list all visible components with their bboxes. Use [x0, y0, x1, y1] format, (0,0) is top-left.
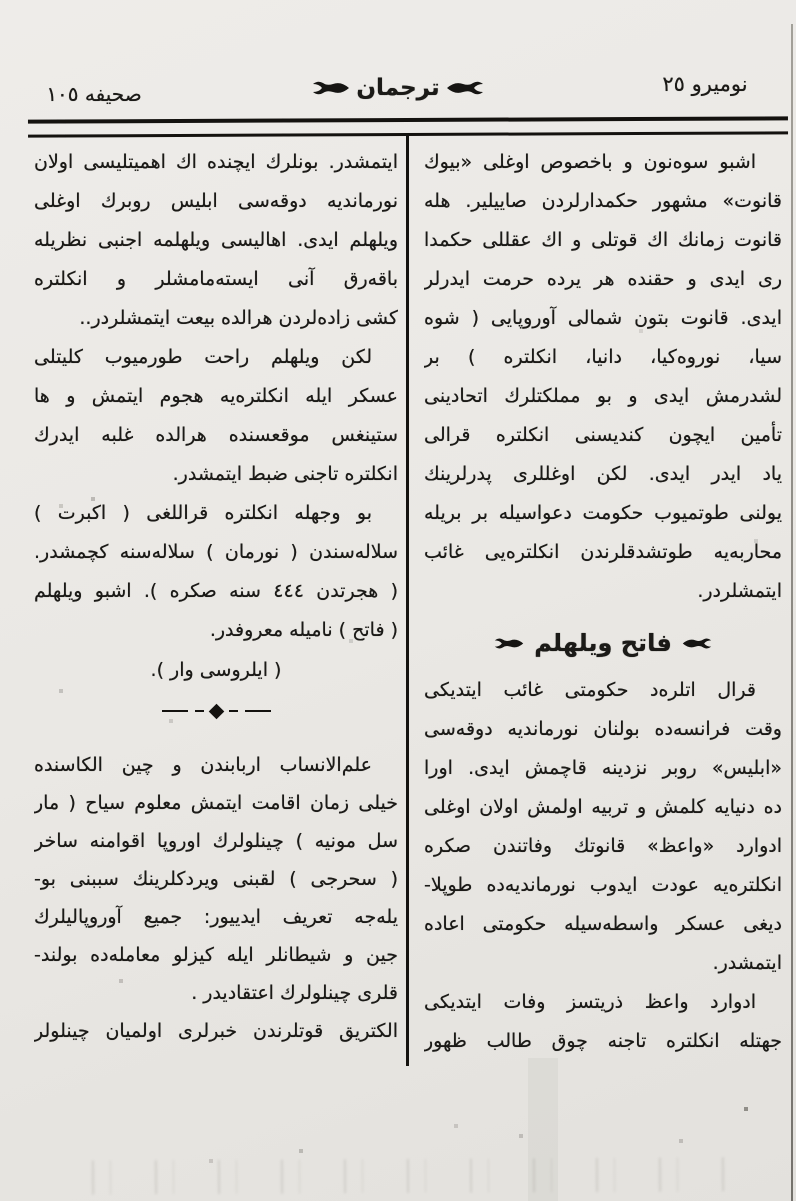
continued-note: ( ايلروسى وار ). [150, 659, 282, 681]
text-line: تأمين ايچون كنديسنى انكلتره قرالى [424, 424, 782, 446]
divider-dash-icon [245, 710, 271, 712]
text-line: انكلتره تاجنى ضبط ايتمشدر. [172, 463, 398, 485]
text-line: انكلتره‌يه عودت ايدوب نورمانديه‌ده طوپلا- [424, 874, 782, 896]
text-line: باقه‌رق آنى ايسته‌مامشلر و انكلتره [34, 268, 398, 290]
text-line: ايدى. قانوت بتون شمالى آوروپايى ( شوه [424, 307, 782, 329]
masthead-title: ترجمان [356, 75, 440, 101]
heading-ornament-icon [682, 636, 712, 651]
text-line: ايتمشدر. بونلرك ايچنده اك اهميتليسى اولان [34, 151, 398, 173]
text-line: الكتريق قوتلرندن خبرلرى اولميان چينلولر [34, 1020, 398, 1042]
column-right [424, 143, 782, 1061]
text-line: رى ايدى و حقنده هر يرده حرمت ايدرلر [424, 268, 782, 290]
text-line: لكن ويلهلم راحت طورميوب كليتلى [34, 346, 372, 368]
divider-diamond-icon [208, 703, 224, 719]
text-line: اشبو سوەنون و باخصوص اوغلى «بيوك [424, 151, 756, 173]
text-line: ادوارد «واعظ» قانوتك وفاتندن صكره [424, 835, 782, 857]
text-line: يولنى طوتميوب حكومت دعواسيله بر بريله [424, 502, 782, 524]
column-left [34, 143, 398, 1050]
scan-edge-artifact [791, 24, 793, 1201]
text-line: لشدرمش ايدى و بو مملكتلرك اتحادينى [424, 385, 782, 407]
text-line: سيا، نوروه‌كيا، دانيا، انكلتره ) بر [424, 346, 782, 368]
article-heading-text: فاتح ويلهلم [534, 629, 672, 657]
text-line: ( هجرتدن ٤٤٤ سنه صكره ). اشبو ويلهلم [34, 580, 398, 602]
text-line: ويلهلم ايدى. اهاليسى ويلهلمه اجنبى نظريله [34, 229, 398, 251]
text-line: عسكر ايله انكلتره‌يه هجوم ايتمش و ها [34, 385, 398, 407]
article-heading [424, 617, 782, 669]
text-line: ستينغس موقعسنده هرالده غلبه ايدرك [34, 424, 398, 446]
text-line: قلرى چينلولرك اعتقاديدر . [191, 982, 398, 1004]
text-line: محاربه‌يه طوتشدقلرندن انكلتره‌يى غائب [424, 541, 782, 563]
section-divider [34, 690, 398, 732]
text-line: جين و شيطانلر ايله كيزلو معامله‌ده بولند- [34, 944, 398, 966]
text-line: كشى زاده‌لردن هرالده بيعت ايتمشلردر.. [79, 307, 398, 329]
text-line: سل مونيه ) چينلولرك اوروپا اقوامنه ساخر [34, 830, 398, 852]
second-article [34, 746, 398, 1050]
ink-bleed-artifact [70, 1157, 726, 1194]
text-line: ايتمشلردر. [697, 580, 782, 602]
page-number: صحيفه ١٠٥ [46, 82, 142, 106]
text-line: يله‌جه تعريف ايدييور: جميع آوروپاليلرك [34, 906, 398, 928]
text-line: خيلى زمان اقامت ايتمش معلوم سياح ( مار [34, 792, 398, 814]
text-line: ( فاتح ) ناميله معروفدر. [209, 619, 398, 641]
column-divider-rule [406, 136, 409, 1066]
masthead-ornament-icon [446, 79, 484, 97]
text-line: وقت فرانسه‌ده بولنان نورمانديه دوقه‌سى [424, 718, 782, 740]
text-line: قانوت زمانك اك قوتلى و اك عقللى حكمدا [424, 229, 782, 251]
text-line: «ابليس» روبر نزدينه قاچمش ايدى. اورا [424, 757, 782, 779]
text-line: قانوت» مشهور حكمدارلردن صاييلير. هله [424, 190, 782, 212]
text-line: ياد ايدر ايدى. لكن اوغللرى پدرلرينك [424, 463, 782, 485]
text-line: سلاله‌سندن ( نورمان ) سلاله‌سنه كچمشدر. [34, 541, 398, 563]
issue-number: نوميرو ٢٥ [662, 72, 748, 96]
text-line: قرال اتلرەد حكومتى غائب ايتديكى [424, 679, 756, 701]
text-line: جهتله انكلتره تاجنه چوق طالب ظهور [424, 1030, 782, 1052]
paper-specks [0, 0, 2, 2]
divider-dash-icon [229, 710, 238, 712]
text-line: ادوارد واعظ ذريتسز وفات ايتديكى [424, 991, 756, 1013]
text-line: ( سحرجى ) لقبنى ويردكلرينك سببنى بو- [34, 868, 398, 890]
heading-ornament-icon [494, 636, 524, 651]
divider-dash-icon [195, 710, 204, 712]
text-line: ايتمشدر. [712, 952, 782, 974]
divider-dash-icon [162, 710, 188, 712]
text-line: علم‌الانساب اربابندن و چين الكاسنده [34, 754, 372, 776]
masthead-ornament-icon [312, 79, 350, 97]
header-rule [28, 116, 788, 137]
masthead [300, 68, 496, 108]
text-line: ده دنيايه كلمش و تربيه اولمش اولان اوغلى [424, 796, 782, 818]
text-line: ديغى عسكر واسطه‌سيله حكومتى اعاده [424, 913, 782, 935]
text-line: بو وجهله انكلتره قراللغى ( اكبرت ) [34, 502, 372, 524]
text-line: نورمانديه دوقه‌سى ابليس روبرك اوغلى [34, 190, 398, 212]
